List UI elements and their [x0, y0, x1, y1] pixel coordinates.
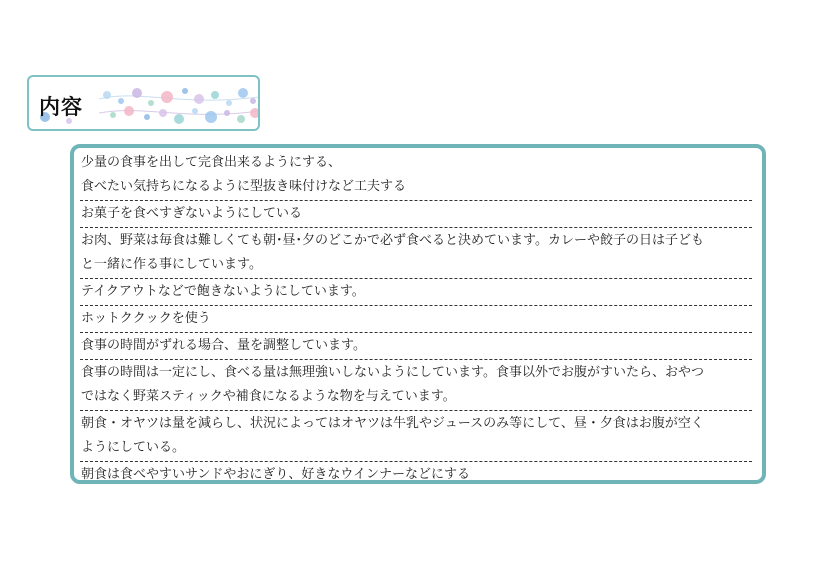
list-item: [80, 333, 752, 360]
list-item-line: テイクアウトなどで飽きないようにしています。: [81, 284, 365, 299]
list-item-line: ようにしている。: [81, 440, 186, 455]
list-item-line: 朝食・オヤツは量を減らし、状況によってはオヤツは牛乳やジュースのみ等にして、昼・夕食はお腹が空く: [81, 416, 704, 431]
decoration-dot: [182, 88, 188, 94]
decoration-dot: [159, 109, 167, 117]
list-item: [80, 150, 752, 201]
list-item-line: ホットククックを使う: [81, 311, 211, 326]
list-item: [80, 306, 752, 333]
list-item: [80, 411, 752, 462]
list-item: [80, 279, 752, 306]
decoration-dot: [148, 100, 154, 106]
content-list: [70, 144, 766, 484]
list-item: [80, 462, 752, 488]
decoration-dot: [124, 106, 134, 116]
list-item-line: 少量の食事を出して完食出来るようにする、: [81, 155, 342, 170]
section-title-box: [27, 75, 260, 131]
list-item: [80, 228, 752, 279]
decoration-dot: [250, 108, 260, 118]
decoration-dot: [250, 98, 256, 104]
decoration-dot: [103, 91, 111, 99]
list-item: [80, 360, 752, 411]
decoration-dot: [238, 88, 248, 98]
decoration-dot: [161, 91, 173, 103]
section-title: 内容: [39, 95, 83, 119]
list-item-line: 食事の時間は一定にし、食べる量は無理強いしないようにしています。食事以外でお腹がすいたら、おやつ: [81, 365, 704, 380]
decoration-dot: [118, 98, 124, 104]
decoration-dot: [205, 111, 217, 123]
decoration-dot: [132, 88, 142, 98]
decoration-dot: [110, 112, 116, 118]
decoration-dot: [226, 100, 232, 106]
list-item-line: ではなく野菜スティックや補食になるような物を与えています。: [81, 389, 456, 404]
list-item: [80, 201, 752, 228]
decoration-dot: [194, 94, 204, 104]
decoration-dot: [144, 114, 150, 120]
list-item-line: お肉、野菜は毎食は難しくても朝･昼･夕のどこかで必ず食べると決めています。カレーや餃子の日は子ども: [81, 233, 704, 248]
list-item-line: お菓子を食べすぎないようにしている: [81, 206, 303, 221]
decoration-dot: [237, 115, 245, 123]
list-item-line: 食べたい気持ちになるように型抜き味付けなど工夫する: [81, 179, 407, 194]
decoration-dot: [174, 114, 184, 124]
decoration-dot: [192, 108, 198, 114]
decoration-dot: [224, 110, 230, 116]
list-item-line: 食事の時間がずれる場合、量を調整しています。: [81, 338, 366, 353]
list-item-line: と一緒に作る事にしています。: [81, 257, 262, 272]
decoration-dot: [211, 91, 219, 99]
list-item-line: 朝食は食べやすいサンドやおにぎり、好きなウインナーなどにする: [81, 467, 470, 482]
